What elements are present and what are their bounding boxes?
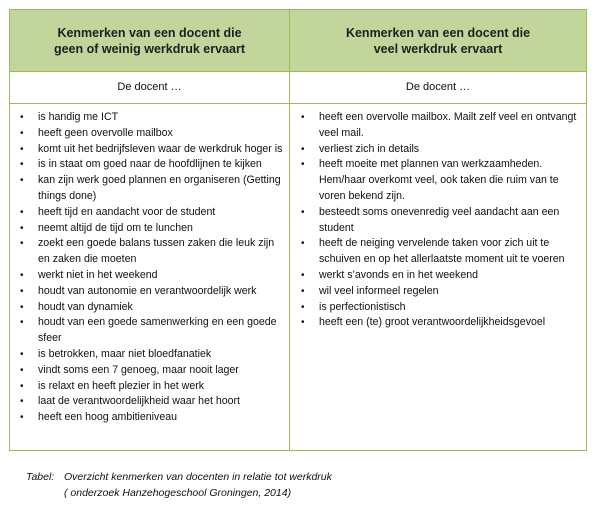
table-caption <box>26 469 332 501</box>
bullet-icon: • <box>20 364 24 376</box>
list-item <box>299 300 581 316</box>
list-item <box>18 284 286 300</box>
subheader-left: De docent … <box>117 81 182 93</box>
list-item <box>299 157 581 204</box>
list-item <box>18 157 286 173</box>
list-item <box>18 300 286 316</box>
high-workload-item-text: heeft moeite met plannen van werkzaamheden. Hem/haar overkomt veel, ook taken die ruim van te voren bekend zijn. <box>319 158 559 202</box>
bullet-icon: • <box>20 159 24 171</box>
high-workload-item-text: besteedt soms onevenredig veel aandacht aan een student <box>319 205 560 234</box>
low-workload-item-text: houdt van autonomie en verantwoordelijk werk <box>38 284 257 297</box>
subheader-right: De docent … <box>405 81 471 93</box>
bullet-icon: • <box>20 127 24 139</box>
header-high-workload <box>290 10 586 71</box>
list-item <box>299 284 581 300</box>
bullet-icon: • <box>20 238 24 250</box>
list-item <box>18 347 286 363</box>
low-workload-item-text: is relaxt en heeft plezier in het werk <box>38 379 205 392</box>
high-workload-item-text: heeft een overvolle mailbox. Mailt zelf veel en ontvangt veel mail. <box>319 111 577 139</box>
low-workload-item-text: houdt van dynamiek <box>38 300 133 313</box>
list-item <box>299 315 581 331</box>
low-workload-item-text: zoekt een goede balans tussen zaken die leuk zijn en zaken die moeten <box>38 237 275 266</box>
caption-line-2: ( onderzoek Hanzehogeschool Groningen, 2014) <box>64 487 292 499</box>
list-item <box>18 173 286 205</box>
bullet-icon: • <box>301 143 305 155</box>
high-workload-item-text: wil veel informeel regelen <box>319 284 439 297</box>
list-item <box>18 236 286 268</box>
list-item <box>18 315 286 347</box>
list-item <box>18 394 286 410</box>
header-right-line-2: veel werkdruk ervaart <box>373 41 503 56</box>
bullet-icon: • <box>20 269 24 281</box>
list-item <box>18 268 286 284</box>
low-workload-item-text: is in staat om goed naar de hoofdlijnen te kijken <box>38 158 262 171</box>
bullet-icon: • <box>301 238 305 250</box>
bullet-icon: • <box>20 112 24 123</box>
caption-line-1: Overzicht kenmerken van docenten in relatie tot werkdruk <box>64 471 332 483</box>
bullet-icon: • <box>301 269 305 281</box>
low-workload-item-text: is betrokken, maar niet bloedfanatiek <box>38 347 212 360</box>
bullet-icon: • <box>20 222 24 234</box>
bullet-icon: • <box>301 159 305 171</box>
header-left-line-1: Kenmerken van een docent die <box>57 25 242 40</box>
column-divider <box>289 10 290 450</box>
low-workload-item-text: kan zijn werk goed plannen en organiseren (Getting things done) <box>38 174 281 202</box>
high-workload-item-text: heeft de neiging vervelende taken voor zich uit te schuiven en op het allerlaatste moment uit te voeren <box>319 237 565 266</box>
bullet-icon: • <box>301 206 305 218</box>
high-workload-list <box>299 110 581 331</box>
bullet-icon: • <box>20 301 24 313</box>
high-workload-item-text: heeft een (te) groot verantwoordelijkheidsgevoel <box>319 316 546 329</box>
list-item <box>299 110 581 142</box>
low-workload-list <box>18 110 286 426</box>
list-item <box>299 142 581 158</box>
list-item <box>299 268 581 284</box>
bullet-icon: • <box>301 317 305 329</box>
bullet-icon: • <box>20 412 24 424</box>
caption-label: Tabel: <box>26 471 55 483</box>
high-workload-item-text: verliest zich in details <box>319 142 420 155</box>
list-item <box>18 142 286 158</box>
list-item <box>18 363 286 379</box>
low-workload-item-text: heeft tijd en aandacht voor de student <box>38 205 216 218</box>
list-item <box>18 379 286 395</box>
table-header-row <box>10 10 586 72</box>
low-workload-item-text: neemt altijd de tijd om te lunchen <box>38 221 193 234</box>
bullet-icon: • <box>20 380 24 392</box>
table-subheader-row <box>10 71 586 104</box>
bullet-icon: • <box>20 175 24 187</box>
low-workload-item-text: heeft een hoog ambitieniveau <box>38 411 178 424</box>
low-workload-item-text: heeft geen overvolle mailbox <box>38 126 173 139</box>
bullet-icon: • <box>20 317 24 329</box>
low-workload-item-text: is handig me ICT <box>38 111 119 123</box>
low-workload-item-text: houdt van een goede samenwerking en een goede sfeer <box>38 316 277 345</box>
list-item <box>18 205 286 221</box>
bullet-icon: • <box>20 396 24 408</box>
low-workload-item-text: laat de verantwoordelijkheid waar het hoort <box>38 395 240 408</box>
list-item <box>18 410 286 426</box>
bullet-icon: • <box>20 348 24 360</box>
bullet-icon: • <box>301 285 305 297</box>
bullet-icon: • <box>20 206 24 218</box>
bullet-icon: • <box>301 301 305 313</box>
bullet-icon: • <box>20 285 24 297</box>
list-item <box>299 236 581 268</box>
bullet-icon: • <box>301 112 305 123</box>
high-workload-item-text: is perfectionistisch <box>319 300 406 313</box>
characteristics-table <box>9 9 587 451</box>
header-left-line-2: geen of weinig werkdruk ervaart <box>53 41 246 56</box>
low-workload-item-text: komt uit het bedrijfsleven waar de werkdruk hoger is <box>38 142 283 155</box>
list-item <box>18 126 286 142</box>
high-workload-item-text: werkt s’avonds en in het weekend <box>319 268 478 281</box>
low-workload-item-text: vindt soms een 7 genoeg, maar nooit lager <box>38 363 239 376</box>
list-item <box>299 205 581 237</box>
bullet-icon: • <box>20 143 24 155</box>
list-item <box>18 110 286 126</box>
header-low-workload <box>10 10 289 71</box>
low-workload-item-text: werkt niet in het weekend <box>38 268 158 281</box>
list-item <box>18 221 286 237</box>
header-right-line-1: Kenmerken van een docent die <box>345 25 531 40</box>
